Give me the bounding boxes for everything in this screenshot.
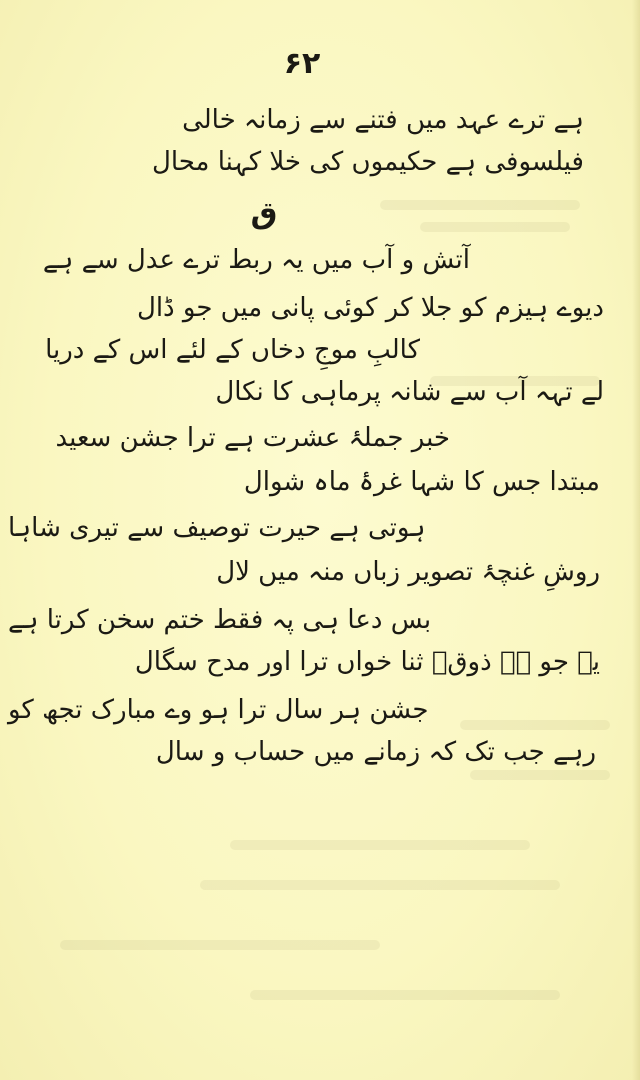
verse-line-4: دیوے ہیزم کو جلا کر کوئی پانی میں جو ڈال	[136, 293, 604, 323]
show-through-line	[200, 880, 560, 890]
verse-line-12: یہ جو ہے ذوقؔ ثنا خواں ترا اور مدح سگال	[134, 647, 600, 677]
verse-line-9: ہوتی ہے حیرت توصیف سے تیری شاہا	[8, 513, 426, 543]
page-edge-shadow	[632, 0, 640, 1080]
page-number: ۶۲	[283, 46, 321, 81]
verse-line-8: مبتدا جس کا شہا غرۂ ماہ شوال	[243, 467, 600, 497]
show-through-line	[380, 200, 580, 210]
verse-line-5: کالبِ موجِ دخاں کے لئے اس کے دریا	[45, 335, 420, 365]
show-through-line	[60, 940, 380, 950]
show-through-line	[230, 840, 530, 850]
verse-line-14: رہے جب تک کہ زمانے میں حساب و سال	[155, 737, 596, 767]
verse-line-11: بس دعا ہی پہ فقط ختم سخن کرتا ہے	[8, 605, 432, 635]
verse-line-7: خبر جملۂ عشرت ہے ترا جشن سعید	[55, 423, 450, 453]
verse-line-6: لے تہہ آب سے شانہ پرماہی کا نکال	[215, 377, 604, 407]
verse-line-10: روشِ غنچۂ تصویر زباں منہ میں لال	[216, 557, 600, 587]
show-through-line	[420, 222, 570, 232]
show-through-line	[460, 720, 610, 730]
verse-line-3: آتش و آب میں یہ ربط ترے عدل سے ہے	[42, 245, 470, 275]
qita-mark: ق	[250, 196, 278, 231]
verse-line-13: جشن ہر سال ترا ہو وے مبارک تجھ کو	[8, 695, 429, 725]
verse-line-1: ہے ترے عہد میں فتنے سے زمانہ خالی	[182, 105, 584, 135]
show-through-line	[250, 990, 560, 1000]
verse-line-2: فیلسوفی ہے حکیموں کی خلا کہنا محال	[151, 147, 584, 177]
